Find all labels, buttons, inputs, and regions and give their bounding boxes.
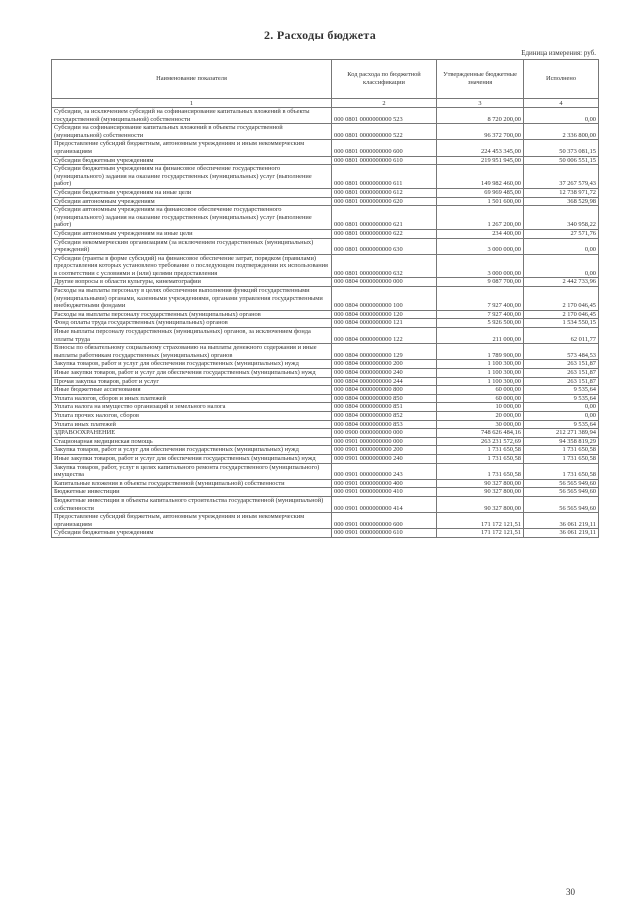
cell-executed: 50 006 551,15 — [524, 156, 599, 165]
cell-approved: 1 731 650,58 — [437, 446, 524, 455]
cell-executed: 2 170 046,45 — [524, 310, 599, 319]
cell-approved: 1 100 300,00 — [437, 377, 524, 386]
table-row — [52, 278, 599, 287]
cell-executed: 50 373 081,15 — [524, 140, 599, 156]
page-number: 30 — [566, 887, 575, 897]
cell-name: Субсидии на софинансирование капитальных вложений в объекты государственной (муниципальной) собственности — [52, 124, 332, 140]
cell-executed: 573 484,53 — [524, 344, 599, 360]
units-label: Единица измерения: руб. — [521, 49, 596, 57]
cell-approved: 60 000,00 — [437, 394, 524, 403]
cell-code: 000 0804 0000000000 100 — [332, 287, 437, 311]
cell-code: 000 0900 0000000000 000 — [332, 429, 437, 438]
cell-executed: 36 061 219,11 — [524, 513, 599, 529]
cell-approved: 96 372 700,00 — [437, 124, 524, 140]
cell-approved: 234 400,00 — [437, 229, 524, 238]
cell-code: 000 0801 0000000000 611 — [332, 165, 437, 189]
cell-executed: 263 151,87 — [524, 377, 599, 386]
cell-name: Уплата прочих налогов, сборов — [52, 411, 332, 420]
table-row — [52, 420, 599, 429]
table-row — [52, 429, 599, 438]
table-row — [52, 437, 599, 446]
cell-name: Закупка товаров, работ и услуг для обеспечения государственных (муниципальных) нужд — [52, 360, 332, 369]
cell-code: 000 0804 0000000000 853 — [332, 420, 437, 429]
cell-name: Субсидии бюджетным учреждениям на иные цели — [52, 188, 332, 197]
cell-code: 000 0901 0000000000 414 — [332, 496, 437, 512]
table-row — [52, 310, 599, 319]
cell-approved: 10 000,00 — [437, 403, 524, 412]
table-row — [52, 394, 599, 403]
cell-code: 000 0801 0000000000 620 — [332, 197, 437, 206]
table-row — [52, 156, 599, 165]
cell-executed: 37 267 579,43 — [524, 165, 599, 189]
table-row — [52, 287, 599, 311]
cell-name: Капитальные вложения в объекты государственной (муниципальной) собственности — [52, 479, 332, 488]
cell-code: 000 0804 0000000000 129 — [332, 344, 437, 360]
cell-code: 000 0801 0000000000 600 — [332, 140, 437, 156]
cell-approved: 90 327 800,00 — [437, 488, 524, 497]
table-row — [52, 188, 599, 197]
table-row — [52, 197, 599, 206]
cell-approved: 30 000,00 — [437, 420, 524, 429]
cell-code: 000 0901 0000000000 243 — [332, 463, 437, 479]
cell-code: 000 0801 0000000000 632 — [332, 254, 437, 278]
cell-code: 000 0901 0000000000 600 — [332, 513, 437, 529]
cell-name: Закупка товаров, работ, услуг в целях капитального ремонта государственного (муниципального) имущества — [52, 463, 332, 479]
cell-name: Субсидии бюджетным учреждениям — [52, 529, 332, 538]
cell-name: Предоставление субсидий бюджетным, автономным учреждениям и иным некоммерческим организациям — [52, 140, 332, 156]
cell-code: 000 0804 0000000000 852 — [332, 411, 437, 420]
table-row — [52, 344, 599, 360]
cell-approved: 90 327 800,00 — [437, 479, 524, 488]
cell-approved: 8 720 200,00 — [437, 108, 524, 124]
table-row — [52, 319, 599, 328]
cell-name: Субсидии автономным учреждениям на финансовое обеспечение государственного (муниципального) задания на оказание государственных (муниципальных) услуг (выполнение работ) — [52, 206, 332, 230]
table-row — [52, 454, 599, 463]
cell-name: Закупка товаров, работ и услуг для обеспечения государственных (муниципальных) нужд — [52, 446, 332, 455]
cell-code: 000 0901 0000000000 000 — [332, 437, 437, 446]
cell-executed: 2 170 046,45 — [524, 287, 599, 311]
cell-name: Субсидии автономным учреждениям на иные цели — [52, 229, 332, 238]
cell-approved: 1 501 600,00 — [437, 197, 524, 206]
cell-executed: 0,00 — [524, 254, 599, 278]
cell-approved: 211 000,00 — [437, 328, 524, 344]
cell-name: Прочая закупка товаров, работ и услуг — [52, 377, 332, 386]
table-row — [52, 463, 599, 479]
cell-executed: 56 565 949,60 — [524, 496, 599, 512]
cell-code: 000 0804 0000000000 240 — [332, 369, 437, 378]
cell-approved: 1 731 650,58 — [437, 463, 524, 479]
cell-executed: 2 336 800,00 — [524, 124, 599, 140]
cell-approved: 1 789 900,00 — [437, 344, 524, 360]
cell-approved: 224 453 345,00 — [437, 140, 524, 156]
cell-approved: 1 731 650,58 — [437, 454, 524, 463]
cell-approved: 3 000 000,00 — [437, 238, 524, 254]
cell-name: Субсидии некоммерческим организациям (за исключением государственных (муниципальных) учреждений) — [52, 238, 332, 254]
cell-code: 000 0801 0000000000 621 — [332, 206, 437, 230]
cell-executed: 36 061 219,11 — [524, 529, 599, 538]
cell-name: Бюджетные инвестиции — [52, 488, 332, 497]
cell-code: 000 0804 0000000000 850 — [332, 394, 437, 403]
table-row — [52, 377, 599, 386]
cell-approved: 263 231 572,69 — [437, 437, 524, 446]
cell-approved: 9 087 700,00 — [437, 278, 524, 287]
expenditures-table — [51, 59, 599, 538]
table-row — [52, 124, 599, 140]
cell-approved: 20 000,00 — [437, 411, 524, 420]
page-title: 2. Расходы бюджета — [264, 28, 376, 42]
table-body — [52, 108, 599, 538]
cell-executed: 27 571,76 — [524, 229, 599, 238]
cell-approved: 1 100 300,00 — [437, 369, 524, 378]
cell-code: 000 0801 0000000000 610 — [332, 156, 437, 165]
cell-name: Другие вопросы в области культуры, кинематографии — [52, 278, 332, 287]
cell-code: 000 0804 0000000000 800 — [332, 386, 437, 395]
cell-executed: 340 958,22 — [524, 206, 599, 230]
cell-code: 000 0901 0000000000 610 — [332, 529, 437, 538]
table-row — [52, 369, 599, 378]
cell-approved: 69 969 485,00 — [437, 188, 524, 197]
cell-approved: 219 951 945,00 — [437, 156, 524, 165]
column-number: 4 — [524, 99, 599, 108]
cell-name: Взносы по обязательному социальному страхованию на выплаты денежного содержания и иные выплаты работникам государственных (муниципальных) органов — [52, 344, 332, 360]
cell-name: Уплата налогов, сборов и иных платежей — [52, 394, 332, 403]
cell-name: Субсидии (гранты в форме субсидий) на финансовое обеспечение затрат, порядком (правилами) предоставления которых установлено требование о последующем подтверждении их использования в соответствии с условиями и (или) целями предоставления — [52, 254, 332, 278]
cell-name: Расходы на выплаты персоналу в целях обеспечения выполнения функций государственными (муниципальными) органами, казенными учреждениями, органами управления государственными внебюджетными фондами — [52, 287, 332, 311]
cell-executed: 1 731 650,58 — [524, 463, 599, 479]
table-row — [52, 496, 599, 512]
cell-name: Бюджетные инвестиции в объекты капитального строительства государственной (муниципальной) собственности — [52, 496, 332, 512]
cell-executed: 62 011,77 — [524, 328, 599, 344]
cell-approved: 1 267 200,00 — [437, 206, 524, 230]
table-row — [52, 360, 599, 369]
cell-executed: 12 738 971,72 — [524, 188, 599, 197]
header-executed: Исполнено — [524, 60, 599, 99]
cell-name: Иные выплаты персоналу государственных (муниципальных) органов, за исключением фонда оплаты труда — [52, 328, 332, 344]
cell-code: 000 0901 0000000000 400 — [332, 479, 437, 488]
table-row — [52, 488, 599, 497]
cell-code: 000 0801 0000000000 630 — [332, 238, 437, 254]
cell-approved: 7 927 400,00 — [437, 287, 524, 311]
table-row — [52, 206, 599, 230]
table-row — [52, 513, 599, 529]
cell-name: Субсидии бюджетным учреждениям — [52, 156, 332, 165]
header-approved: Утвержденные бюджетные значения — [437, 60, 524, 99]
cell-name: Фонд оплаты труда государственных (муниципальных) органов — [52, 319, 332, 328]
table-row — [52, 446, 599, 455]
cell-executed: 9 535,64 — [524, 394, 599, 403]
cell-code: 000 0801 0000000000 523 — [332, 108, 437, 124]
cell-approved: 171 172 121,51 — [437, 513, 524, 529]
table-row — [52, 165, 599, 189]
cell-code: 000 0901 0000000000 200 — [332, 446, 437, 455]
column-number: 2 — [332, 99, 437, 108]
cell-code: 000 0804 0000000000 000 — [332, 278, 437, 287]
cell-name: Иные закупки товаров, работ и услуг для обеспечения государственных (муниципальных) нужд — [52, 454, 332, 463]
cell-executed: 56 565 949,60 — [524, 479, 599, 488]
cell-code: 000 0804 0000000000 120 — [332, 310, 437, 319]
cell-name: Иные бюджетные ассигнования — [52, 386, 332, 395]
cell-code: 000 0901 0000000000 240 — [332, 454, 437, 463]
cell-code: 000 0804 0000000000 244 — [332, 377, 437, 386]
cell-code: 000 0901 0000000000 410 — [332, 488, 437, 497]
cell-code: 000 0804 0000000000 122 — [332, 328, 437, 344]
table-row — [52, 229, 599, 238]
cell-name: Субсидии автономным учреждениям — [52, 197, 332, 206]
cell-executed: 263 151,87 — [524, 360, 599, 369]
cell-code: 000 0804 0000000000 121 — [332, 319, 437, 328]
cell-name: Уплата иных платежей — [52, 420, 332, 429]
table-row — [52, 411, 599, 420]
cell-code: 000 0801 0000000000 522 — [332, 124, 437, 140]
cell-name: Субсидии, за исключением субсидий на софинансирование капитальных вложений в объекты государственной (муниципальной) собственности — [52, 108, 332, 124]
table-row — [52, 386, 599, 395]
cell-code: 000 0801 0000000000 622 — [332, 229, 437, 238]
cell-name: ЗДРАВООХРАНЕНИЕ — [52, 429, 332, 438]
table-header-row — [52, 60, 599, 99]
cell-approved: 171 172 121,51 — [437, 529, 524, 538]
cell-code: 000 0804 0000000000 200 — [332, 360, 437, 369]
table-row — [52, 254, 599, 278]
cell-executed: 0,00 — [524, 403, 599, 412]
cell-approved: 90 327 800,00 — [437, 496, 524, 512]
table-row — [52, 238, 599, 254]
cell-code: 000 0801 0000000000 612 — [332, 188, 437, 197]
cell-executed: 0,00 — [524, 238, 599, 254]
column-number: 3 — [437, 99, 524, 108]
cell-name: Субсидии бюджетным учреждениям на финансовое обеспечение государственного (муниципального) задания на оказание государственных (муниципальных) услуг (выполнение работ) — [52, 165, 332, 189]
cell-name: Предоставление субсидий бюджетным, автономным учреждениям и иным некоммерческим организациям — [52, 513, 332, 529]
column-number-row — [52, 99, 599, 108]
table-row — [52, 108, 599, 124]
header-code: Код расхода по бюджетной классификации — [332, 60, 437, 99]
table-row — [52, 479, 599, 488]
cell-code: 000 0804 0000000000 851 — [332, 403, 437, 412]
cell-executed: 0,00 — [524, 411, 599, 420]
cell-executed: 1 534 550,15 — [524, 319, 599, 328]
cell-executed: 9 535,64 — [524, 386, 599, 395]
cell-approved: 60 000,00 — [437, 386, 524, 395]
header-name: Наименование показателя — [52, 60, 332, 99]
cell-executed: 9 535,64 — [524, 420, 599, 429]
cell-name: Уплата налога на имущество организаций и земельного налога — [52, 403, 332, 412]
cell-executed: 368 529,98 — [524, 197, 599, 206]
cell-approved: 7 927 400,00 — [437, 310, 524, 319]
cell-executed: 1 731 650,58 — [524, 454, 599, 463]
cell-executed: 56 565 949,60 — [524, 488, 599, 497]
cell-executed: 212 271 389,94 — [524, 429, 599, 438]
table-row — [52, 140, 599, 156]
cell-executed: 1 731 650,58 — [524, 446, 599, 455]
cell-name: Иные закупки товаров, работ и услуг для обеспечения государственных (муниципальных) нужд — [52, 369, 332, 378]
cell-executed: 0,00 — [524, 108, 599, 124]
cell-approved: 1 100 300,00 — [437, 360, 524, 369]
cell-name: Стационарная медицинская помощь — [52, 437, 332, 446]
cell-executed: 263 151,87 — [524, 369, 599, 378]
cell-approved: 5 926 500,00 — [437, 319, 524, 328]
table-row — [52, 403, 599, 412]
cell-executed: 2 442 733,96 — [524, 278, 599, 287]
cell-approved: 3 000 000,00 — [437, 254, 524, 278]
cell-approved: 149 982 460,00 — [437, 165, 524, 189]
cell-name: Расходы на выплаты персоналу государственных (муниципальных) органов — [52, 310, 332, 319]
table-row — [52, 529, 599, 538]
cell-approved: 748 626 484,16 — [437, 429, 524, 438]
table-row — [52, 328, 599, 344]
column-number: 1 — [52, 99, 332, 108]
cell-executed: 94 358 819,29 — [524, 437, 599, 446]
